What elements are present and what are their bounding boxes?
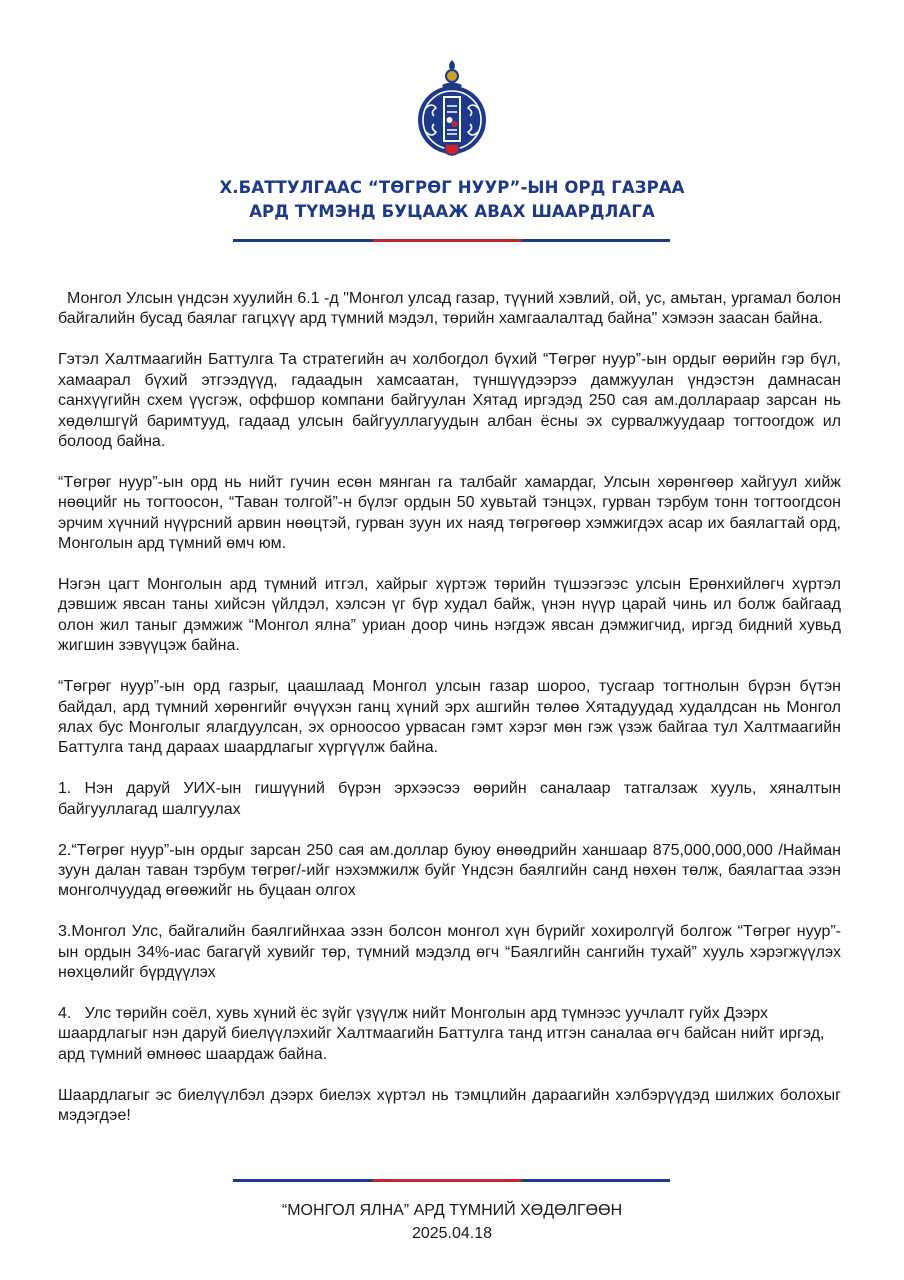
document-title bbox=[0, 176, 904, 224]
title-line-1: Х.БАТТУЛГААС “ТӨГРӨГ НУУР”-ЫН ОРД ГАЗРАА bbox=[219, 178, 685, 197]
top-divider bbox=[233, 239, 670, 242]
demand-item-4: 4. Улс төрийн соёл, хувь хүний ёс зүйг үзүүлж нийт Монголын ард түмнээс уучлалт гуйх Дээрх шаардлагыг нэн даруй биелүүлэхийг Халтмаагийн Баттулга танд итгэн саналаа өгч байсан нийт иргэд, ард түмний өмнөөс шаардаж байна. bbox=[58, 1004, 829, 1063]
document-body bbox=[58, 289, 846, 1147]
soyombo-emblem-icon bbox=[412, 58, 492, 162]
demand-item-3: 3.Монгол Улс, байгалийн баялгийнхаа эзэн болсон монгол хүн бүрийг хохиролгүй болгож “Төгрөг нуур”-ын ордын 34%-иас багагүй хувийг төр, түмний мэдэлд өгч “Баялгийн сангийн тухай” хууль хэрэгжүүлэх нөхцөлийг бүрдүүлэх bbox=[58, 923, 841, 982]
signature-block bbox=[0, 1199, 904, 1245]
demand-item-2: 2.“Төгрөг нуур”-ын ордыг зарсан 250 сая ам.доллар буюу өнөөдрийн ханшаар 875,000,000,000 /Найман зуун далан таван тэрбум төгрөг/-ийг нэхэмжилж буйг Үндсэн баялгийн санд нөхөн төлж, баялагтаа эзэн монголчуудад өгөөжийг нь буцаан олгох bbox=[58, 841, 841, 900]
paragraph: “Төгрөг нуур”-ын орд нь нийт гучин есөн мянган га талбайг хамардаг, Улсын хөрөнгөөр хайгуул хийж нөөцийг нь тогтоосон, “Таван толгой”-н бүлэг ордын 50 хувьтай тэнцэх, гурван тэрбум тонн тогтоогдсон эрчим хүчний нүүрсний арвин нөөцтэй, гурван зуун их наяд төгрөгөөр хэмжигдэх асар их баялагтай орд, Монголын ард түмний өмч юм. bbox=[58, 473, 841, 553]
demand-item-1: 1. Нэн даруй УИХ-ын гишүүний бүрэн эрхээсээ өөрийн саналаар татгалзаж хууль, хяналтын байгууллагад шалгуулах bbox=[58, 780, 841, 818]
closing-paragraph: Шаардлагыг эс биелүүлбэл дээрх биелэх хүртэл нь тэмцлийн дараагийн хэлбэрүүдэд шилжих болохыг мэдэгдэе! bbox=[58, 1086, 841, 1125]
paragraph: “Төгрөг нуур”-ын орд газрыг, цаашлаад Монгол улсын газар шороо, тусгаар тогтнолын бүрэн бүтэн байдал, ард түмний хөрөнгийг өчүүхэн ганц хүний эрх ашгийн төлөө Хятадуудад худалдсан нь Монгол ялах бус Монголыг ялагдуулсан, эх орноосоо урвасан гэмт хэрэг мөн гэж үзэж байгаа тул Халтмаагийн Баттулга танд дараах шаардлагыг хүргүүлж байна. bbox=[58, 678, 841, 757]
organization-name: “МОНГОЛ ЯЛНА” АРД ТҮМНИЙ ХӨДӨЛГӨӨН bbox=[281, 1202, 623, 1219]
paragraph-intro: Монгол Улсын үндсэн хуулийн 6.1 -д "Монгол улсад газар, түүний хэвлий, ой, ус, амьтан, ургамал болон байгалийн бусад баялаг гагцхүү ард түмний мэдэл, төрийн хамгаалалтад байна" хэмээн заасан байна. bbox=[58, 290, 846, 328]
paragraph: Гэтэл Халтмаагийн Баттулга Та стратегийн ач холбогдол бүхий “Төгрөг нуур”-ын ордыг өөрийн гэр бүл, хамаарал бүхий этгээдүүд, гадаадын хамсаатан, түншүүдээрээ дамжуулан үндэстэн дамнасан санхүүгийн схем үүсгэж, оффшор компани байгуулан Хятад иргэдэд 250 сая ам.доллараар зарсан нь хөдөлшгүй баримтууд, гадаад улсын байгууллагуудын албан ёсны эх сурвалжуудаар тогтоогдож ил болоод байна. bbox=[58, 351, 841, 450]
bottom-divider bbox=[233, 1179, 670, 1182]
paragraph: Нэгэн цагт Монголын ард түмний итгэл, хайрыг хүртэж төрийн түшээгээс улсын Ерөнхийлөгч хүртэл дэвшиж явсан таны хийсэн үйлдэл, хэлсэн үг бүр худал байж, үнэн нүүр царай чинь ил болж байгаад олон жил таныг дэмжиж “Монгол ялна” уриан доор чинь нэгдэж явсан дэмжигчид, иргэд бидний хувьд жигшин зэвүүцэж байна. bbox=[58, 575, 841, 655]
document-date: 2025.04.18 bbox=[411, 1225, 493, 1242]
title-line-2: АРД ТҮМЭНД БУЦААЖ АВАХ ШААРДЛАГА bbox=[249, 202, 655, 221]
